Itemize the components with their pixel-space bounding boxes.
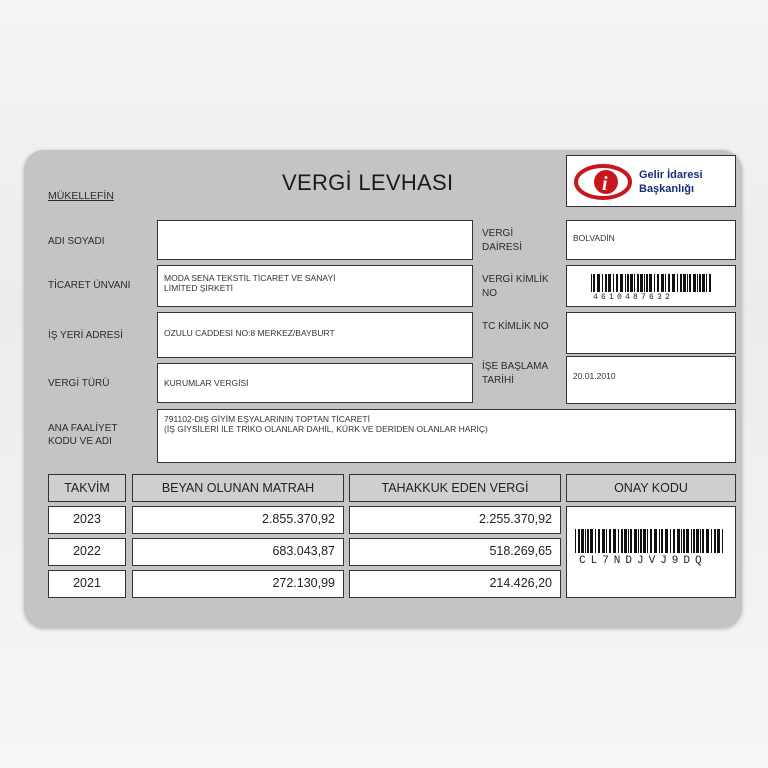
- trade-name-label: TİCARET ÜNVANI: [48, 280, 131, 291]
- row-2021-vergi: 214.426,20: [349, 570, 561, 598]
- approval-code-field: [566, 506, 736, 598]
- tax-id-field: [566, 265, 736, 307]
- header-declared-base: BEYAN OLUNAN MATRAH: [132, 474, 344, 502]
- tax-office-value: BOLVADİN: [573, 233, 615, 243]
- tax-id-label-2: NO: [482, 288, 497, 299]
- activity-line2: (İŞ GİYSİLERİ İLE TRİKO OLANLAR DAHİL, KÜRK VE DERİDEN OLANLAR HARİÇ): [164, 424, 488, 434]
- row-2023-vergi: 2.255.370,92: [349, 506, 561, 534]
- taxpayer-heading: MÜKELLEFİN: [48, 190, 114, 202]
- name-label: ADI SOYADI: [48, 236, 105, 247]
- start-date-value: 20.01.2010: [573, 371, 616, 381]
- row-2021-matrah: 272.130,99: [132, 570, 344, 598]
- svg-text:i: i: [602, 173, 608, 195]
- tax-office-field: [566, 220, 736, 260]
- tax-type-field: [157, 363, 473, 403]
- activity-field: [157, 409, 736, 463]
- activity-line1: 791102-DIŞ GİYİM EŞYALARININ TOPTAN TİCARETİ: [164, 414, 370, 424]
- address-label: İŞ YERİ ADRESİ: [48, 330, 123, 341]
- address-value: OZULU CADDESİ NO:8 MERKEZ/BAYBURT: [164, 328, 335, 338]
- tax-type-label: VERGİ TÜRÜ: [48, 378, 110, 389]
- row-2022-vergi: 518.269,65: [349, 538, 561, 566]
- document-title: VERGİ LEVHASI: [282, 170, 454, 195]
- activity-label-1: ANA FAALİYET: [48, 423, 118, 434]
- tax-office-label-2: DAİRESİ: [482, 242, 523, 253]
- tc-id-field: [566, 312, 736, 354]
- header-approval-code: ONAY KODU: [566, 474, 736, 502]
- approval-barcode: [575, 529, 727, 553]
- tax-office-label-1: VERGİ: [482, 228, 514, 239]
- approval-code-text: CL7NDJVJ9DQ: [579, 555, 707, 567]
- name-value: [158, 221, 472, 233]
- tax-id-label-1: VERGİ KİMLİK: [482, 274, 549, 285]
- header-accrued-tax: TAHAKKUK EDEN VERGİ: [349, 474, 561, 502]
- tax-id-digits: 4610487632: [593, 293, 674, 302]
- tc-id-label: TC KİMLİK NO: [482, 321, 549, 332]
- logo-text-line1: Gelir İdaresi: [639, 169, 703, 181]
- tax-id-barcode: [591, 274, 715, 292]
- activity-label-2: KODU VE ADI: [48, 436, 112, 447]
- trade-name-line2: LİMİTED ŞİRKETİ: [164, 283, 233, 293]
- tax-type-value: KURUMLAR VERGİSİ: [164, 378, 249, 388]
- start-date-label-1: İŞE BAŞLAMA: [482, 361, 549, 372]
- row-2023-matrah: 2.855.370,92: [132, 506, 344, 534]
- name-field: [157, 220, 473, 260]
- row-2023-year: 2023: [48, 506, 126, 534]
- gib-logo-icon: [573, 162, 633, 202]
- header-calendar: TAKVİM: [48, 474, 126, 502]
- row-2022-matrah: 683.043,87: [132, 538, 344, 566]
- logo-text-line2: Başkanlığı: [639, 183, 695, 195]
- tc-id-value: [567, 313, 735, 325]
- gib-logo: [566, 155, 736, 207]
- address-field: [157, 312, 473, 358]
- tax-plate-card: [24, 150, 742, 628]
- trade-name-line1: MODA SENA TEKSTİL TİCARET VE SANAYİ: [164, 273, 336, 283]
- start-date-label-2: TARİHİ: [482, 375, 515, 386]
- start-date-field: [566, 356, 736, 404]
- row-2021-year: 2021: [48, 570, 126, 598]
- trade-name-field: [157, 265, 473, 307]
- row-2022-year: 2022: [48, 538, 126, 566]
